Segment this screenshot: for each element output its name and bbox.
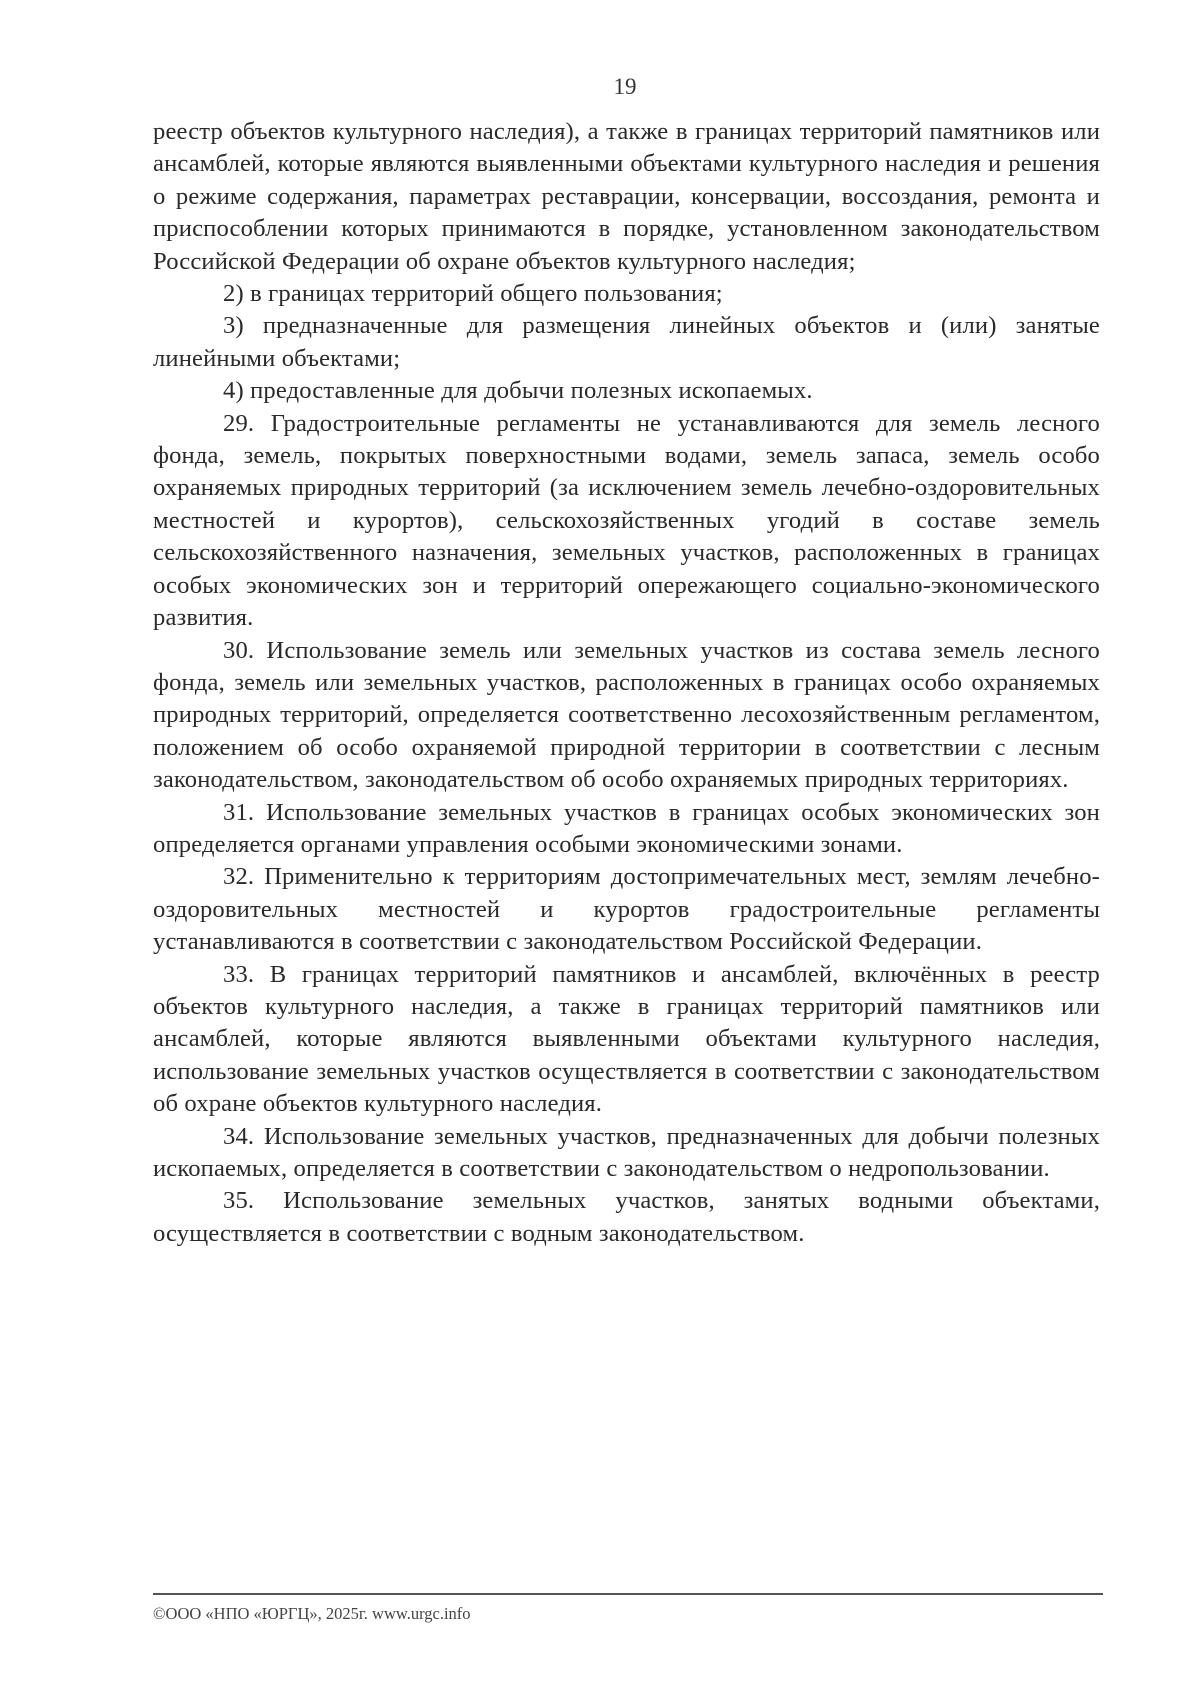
clause-30: 30. Использование земель или земельных участков из состава земель лесного фонда, земель или земельных участков, расположенных в границах особо охраняемых природных территорий, определяется соответственно лесохозяйственным регламентом, положением об особо охраняемой природной территории в соответствии с лесным законодательством, законодательством об особо охраняемых природных территориях. <box>153 636 1100 794</box>
page-number: 19 <box>613 74 637 99</box>
list-item-2: 2) в границах территорий общего пользования; <box>223 280 723 308</box>
clause-29: 29. Градостроительные регламенты не устанавливаются для земель лесного фонда, земель, покрытых поверхностными водами, земель запаса, земель особо охраняемых природных территорий (за исключением земель лечебно-оздоровительных местностей и курортов), сельскохозяйственных угодий в составе земель сельскохозяйственного назначения, земельных участков, расположенных в границах особых экономических зон и территорий опережающего социально-экономического развития. <box>153 409 1100 632</box>
clause-31: 31. Использование земельных участков в границах особых экономических зон определяется органами управления особыми экономическими зонами. <box>153 798 1100 858</box>
clause-32: 32. Применительно к территориям достопримечательных мест, землям лечебно-оздоровительных местностей и курортов градостроительные регламенты устанавливаются в соответствии с законодательством Российской Федерации. <box>153 863 1100 956</box>
list-item-4: 4) предоставленные для добычи полезных ископаемых. <box>223 377 813 405</box>
clause-34: 34. Использование земельных участков, предназначенных для добычи полезных ископаемых, определяется в соответствии с законодательством о недропользовании. <box>153 1122 1100 1182</box>
list-item-3: 3) предназначенные для размещения линейных объектов и (или) занятые линейными объектами; <box>153 312 1100 372</box>
document-body <box>153 116 1100 1250</box>
footer-divider <box>153 1593 1103 1595</box>
clause-33: 33. В границах территорий памятников и ансамблей, включённых в реестр объектов культурного наследия, а также в границах территорий памятников или ансамблей, которые являются выявленными объектами культурного наследия, использование земельных участков осуществляется в соответствии с законодательством об охране объектов культурного наследия. <box>153 960 1100 1118</box>
clause-35: 35. Использование земельных участков, занятых водными объектами, осуществляется в соответствии с водным законодательством. <box>153 1187 1100 1247</box>
paragraph-continuation: реестр объектов культурного наследия), а также в границах территорий памятников или ансамблей, которые являются выявленными объектами культурного наследия и решения о режиме содержания, параметрах реставрации, консервации, воссоздания, ремонта и приспособлении которых принимаются в порядке, установленном законодательством Российской Федерации об охране объектов культурного наследия; <box>153 118 1100 275</box>
footer-copyright: ©ООО «НПО «ЮРГЦ», 2025г. www.urgc.info <box>153 1604 471 1623</box>
